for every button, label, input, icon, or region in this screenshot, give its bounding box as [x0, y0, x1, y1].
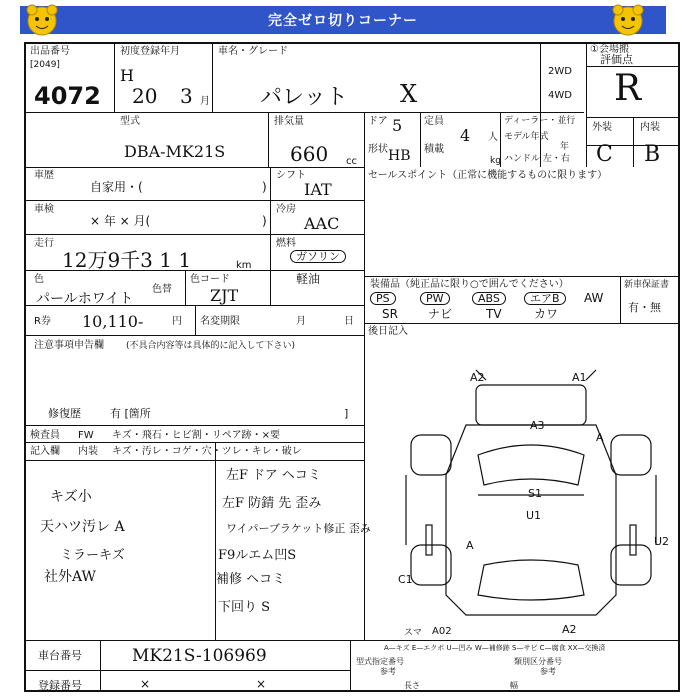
ref-1: 参考 — [380, 667, 396, 676]
inspector-row1: キズ・飛石・ヒビ割・リペア跡・×要 — [112, 430, 280, 441]
aircon-value: AAC — [304, 214, 340, 233]
equipment-navi: ナビ — [428, 307, 453, 321]
length-label: 長さ — [404, 681, 420, 690]
displacement-value: 660 — [290, 142, 329, 166]
handwritten-left-3: ミラーキズ — [60, 548, 125, 563]
shift-label: シフト — [276, 170, 306, 181]
mark-a-right: A — [596, 431, 604, 444]
equipment-ps[interactable]: PS — [370, 292, 396, 305]
color-value: パールホワイト — [36, 291, 134, 307]
mark-a2-top: A2 — [470, 371, 485, 384]
model-year-unit: 年 — [560, 142, 570, 152]
lot-number-label: 出品番号 — [30, 46, 70, 57]
fuel-label: 燃料 — [276, 238, 296, 249]
aircon-label: 冷房 — [276, 204, 296, 215]
first-registration-label: 初度登録年月 — [120, 46, 180, 57]
door-value: 5 — [392, 116, 403, 135]
mark-smart: スマ — [404, 628, 422, 638]
mileage-label: 走行 — [34, 238, 54, 249]
interior-grade: B — [644, 142, 661, 167]
model-year-label: モデル年式 — [504, 132, 549, 142]
handwritten-left-4: 社外AW — [44, 569, 96, 585]
load-unit: kg — [490, 156, 501, 166]
venue-note: ①会場搬 — [590, 44, 629, 55]
era: H — [120, 66, 134, 85]
notes-label: 注意事項申告欄 — [34, 340, 104, 351]
drive-4wd: 4WD — [548, 90, 572, 101]
seat-value: 4 — [460, 126, 471, 145]
mark-c1: C1 — [398, 573, 413, 586]
seat-unit: 人 — [488, 132, 498, 143]
history-label: 車歴 — [34, 170, 54, 181]
shape-value: HB — [388, 148, 411, 164]
recycle-label: R券 — [34, 316, 51, 327]
registration-value-1: × — [140, 677, 151, 691]
handwritten-right-3: ワイパーブラケット修正 歪み — [226, 522, 371, 535]
mark-s1: S1 — [528, 487, 542, 500]
mileage-value: 12万9千3 1 1 — [62, 248, 192, 272]
title-month: 月 — [296, 316, 306, 327]
exterior-grade: C — [596, 142, 613, 167]
notes-sub: (不具合内容等は具体的に記入して下さい) — [126, 341, 296, 351]
mark-u2: U2 — [654, 535, 670, 548]
interior-label: 内装 — [640, 122, 660, 133]
equipment-airbag[interactable]: エアB — [524, 292, 566, 305]
exterior-label: 外装 — [592, 122, 612, 133]
equipment-aw: AW — [584, 291, 604, 305]
handwritten-right-6: 下回り S — [218, 600, 271, 615]
equipment-pw[interactable]: PW — [420, 292, 450, 305]
registration-label: 登録番号 — [38, 679, 82, 692]
handwritten-left-2: 天ハツ汚レ A — [40, 519, 125, 535]
fw-label: FW — [78, 430, 94, 441]
displacement-label: 排気量 — [274, 116, 304, 127]
new-warranty-label: 新車保証書 — [624, 280, 670, 290]
interior-row-label: 内装 — [78, 446, 98, 457]
mark-a2-bottom: A2 — [562, 623, 577, 636]
equipment-leather: カワ — [534, 307, 559, 321]
handle-label: ハンドル 左・右 — [504, 154, 570, 164]
equipment-abs[interactable]: ABS — [472, 292, 506, 305]
handwritten-left-1: キズ小 — [50, 489, 92, 505]
registration-value-2: × — [256, 677, 267, 691]
repair-history-close: ] — [344, 407, 349, 420]
registration-month: 3 — [180, 84, 193, 108]
grade: X — [400, 80, 418, 108]
title-day: 日 — [344, 316, 354, 327]
title-expiry-label: 名変期限 — [200, 316, 240, 327]
registration-year: 20 — [132, 84, 158, 108]
month-unit: 月 — [200, 96, 210, 107]
chassis-value: MK21S-106969 — [132, 646, 267, 666]
repair-history-label: 修復歴 — [48, 407, 81, 420]
banner — [20, 6, 666, 34]
door-label: ドア — [368, 116, 388, 127]
mark-u1: U1 — [526, 509, 542, 522]
load-label: 積載 — [424, 144, 444, 155]
color-code-label: 色コード — [190, 274, 230, 285]
model-grade-label: 車名・グレード — [218, 46, 288, 57]
seat-label: 定員 — [424, 116, 444, 127]
recycle-unit: 円 — [172, 316, 182, 327]
handwritten-right-1: 左F ドア ヘコミ — [226, 468, 321, 483]
history-close: ) — [262, 180, 267, 194]
repair-history-value: 有 [箇所 — [110, 407, 151, 420]
rear-entry-label: 後日記入 — [368, 326, 408, 337]
car-damage-diagram — [366, 365, 678, 637]
mileage-unit: km — [236, 260, 252, 271]
color-label: 色 — [34, 274, 44, 285]
recycle-value: 10,110- — [82, 312, 144, 331]
displacement-unit: cc — [346, 156, 357, 167]
handwritten-right-5: 補修 ヘコミ — [216, 572, 286, 587]
fuel-diesel: 軽油 — [296, 272, 321, 286]
inspection-value: × 年 × 月( — [90, 214, 151, 228]
banner-title: 完全ゼロ切りコーナー — [268, 13, 418, 29]
ref-2: 参考 — [540, 667, 556, 676]
sales-point-label: セールスポイント（正常に機能するものに限ります） — [368, 170, 608, 181]
shift-value: IAT — [304, 180, 332, 199]
handwritten-right-2: 左F 防錆 先 歪み — [222, 496, 322, 511]
type-value: DBA-MK21S — [124, 142, 226, 161]
chassis-label: 車台番号 — [38, 649, 82, 662]
score-label: 評価点 — [600, 53, 633, 66]
fuel-gasoline[interactable]: ガソリン — [290, 250, 346, 263]
width-label: 幅 — [510, 681, 518, 690]
drive-2wd: 2WD — [548, 66, 572, 77]
inspector-row2: キズ・汚レ・コゲ・穴・ツレ・キレ・破レ — [112, 446, 302, 457]
bear-mascot-right-icon — [610, 3, 646, 37]
history-value: 自家用・( — [90, 180, 143, 194]
warranty-value: 有・無 — [628, 301, 661, 314]
car-name: パレット — [260, 85, 348, 110]
legend-text: A—キズ E—エクボ U—凹み W—補修跡 S—サビ C—腐食 XX—交換済 — [384, 644, 606, 652]
color-code-value: ZJT — [210, 286, 239, 305]
equipment-tv: TV — [486, 307, 502, 321]
equipment-sr: SR — [382, 307, 398, 321]
class-label: 類別区分番号 — [514, 657, 562, 666]
entry-label: 記入欄 — [30, 446, 60, 457]
mark-a1: A1 — [572, 371, 587, 384]
equipment-label: 装備品（純正品に限り○で囲んでください） — [370, 279, 569, 290]
mark-a02: A02 — [432, 626, 452, 637]
lot-number: 4072 — [34, 82, 101, 110]
color-change-label: 色替 — [152, 284, 172, 295]
shape-label: 形状 — [368, 144, 388, 155]
model-verify-label: 型式指定番号 — [356, 657, 404, 666]
score-value: R — [614, 68, 642, 109]
inspection-close: ) — [262, 214, 267, 228]
type-label: 型式 — [120, 116, 140, 127]
mark-a-left: A — [466, 539, 474, 552]
bear-mascot-left-icon — [24, 3, 60, 37]
lot-sub-number: [2049] — [30, 60, 60, 70]
inspection-label: 車検 — [34, 204, 54, 215]
inspector-label: 検査員 — [30, 430, 60, 441]
mark-a3: A3 — [530, 419, 545, 432]
dealer-label: ディーラー・並行 — [504, 116, 576, 126]
handwritten-right-4: F9ルエム凹S — [218, 548, 297, 563]
